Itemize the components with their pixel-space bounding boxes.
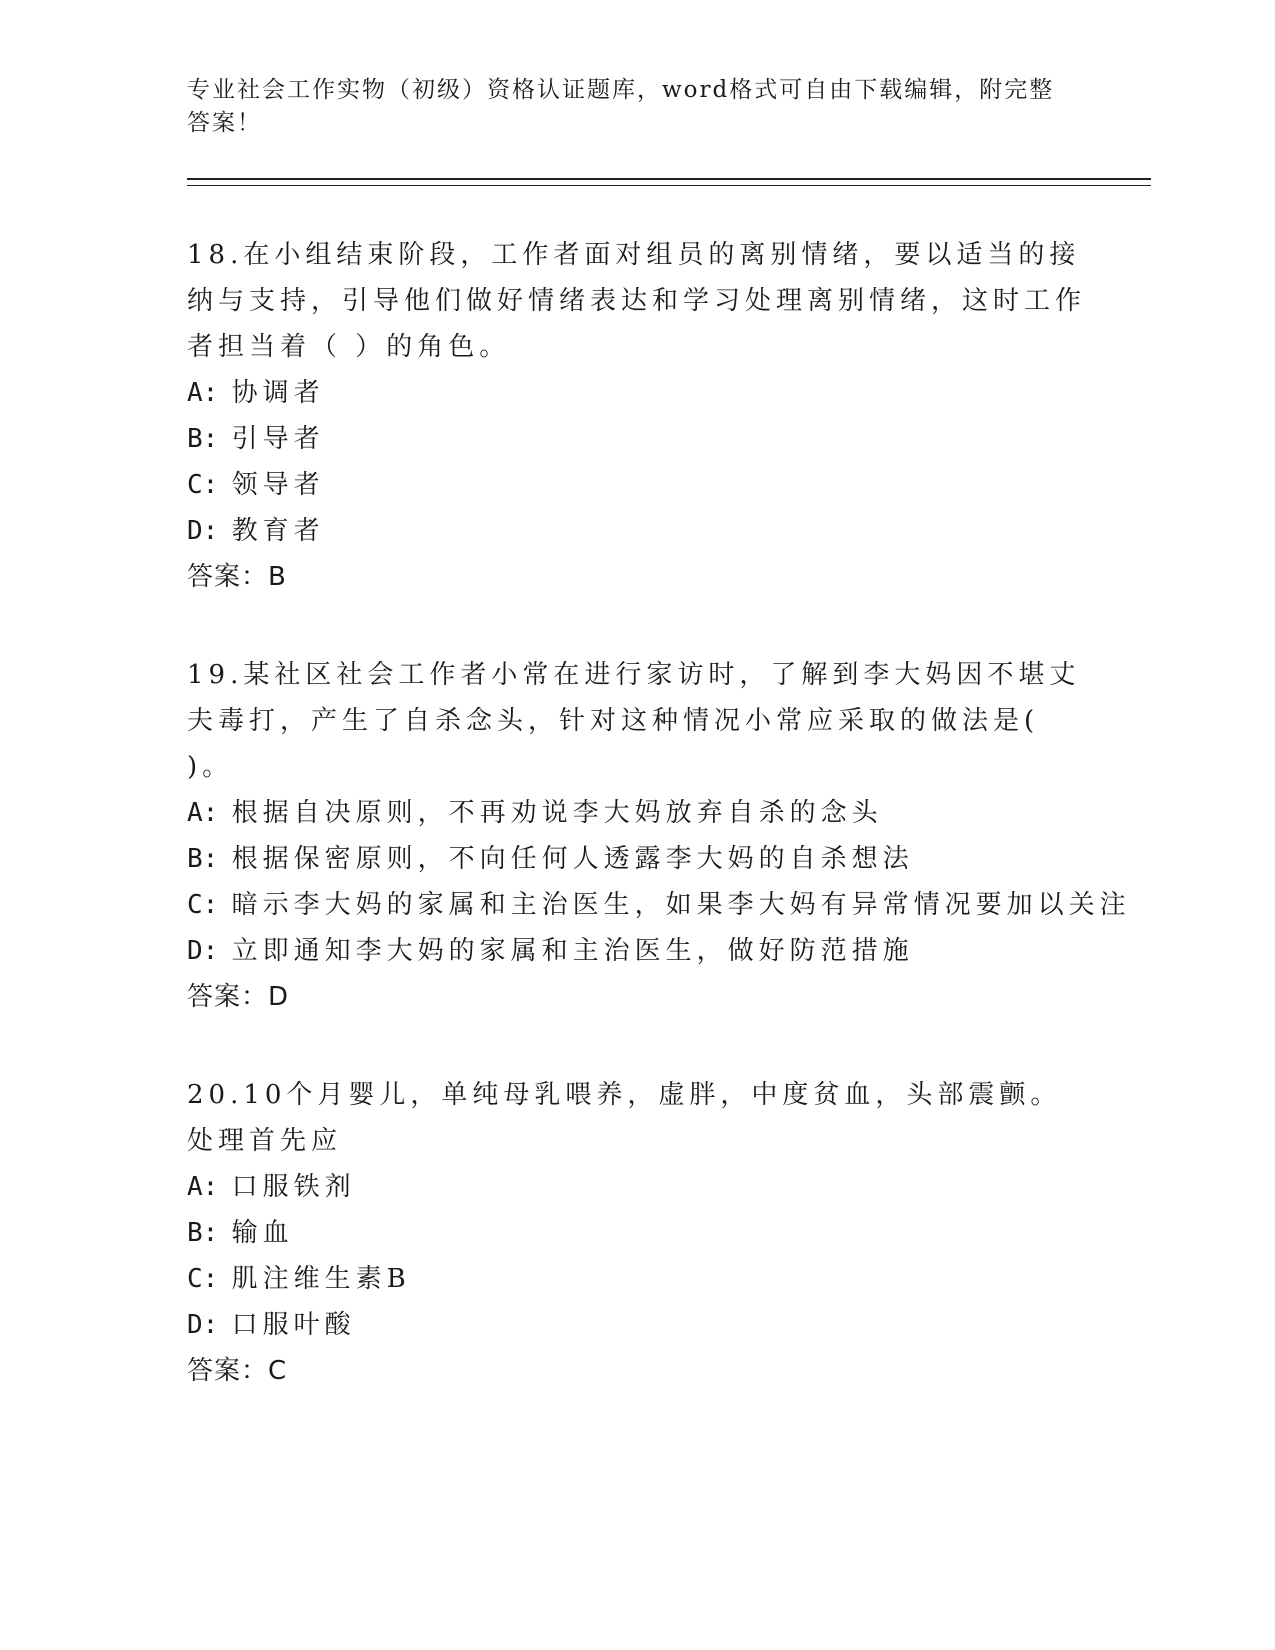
- question-list: [187, 232, 1131, 1446]
- option-c: [187, 1256, 1087, 1302]
- answer-line: 答案：D: [187, 982, 290, 1012]
- answer-line: 答案：C: [187, 1356, 288, 1386]
- option-text: 输血: [231, 1218, 294, 1248]
- option-a: [187, 790, 1087, 836]
- question-stem: 18.在小组结束阶段，工作者面对组员的离别情绪，要以适当的接纳与支持，引导他们做好情绪表达和学习处理离别情绪，这时工作者担当着（ ）的角色。: [187, 240, 1087, 362]
- option-text: 暗示李大妈的家属和主治医生，如果李大妈有异常情况要加以关注: [231, 890, 1131, 920]
- option-letter: B:: [187, 1218, 219, 1248]
- option-letter: C:: [187, 890, 219, 920]
- option-c: [187, 462, 1087, 508]
- option-text: 协调者: [231, 378, 325, 408]
- answer-line: 答案：B: [187, 562, 287, 592]
- option-text: 立即通知李大妈的家属和主治医生，做好防范措施: [231, 936, 914, 966]
- option-letter: D:: [187, 516, 219, 546]
- option-text: 引导者: [231, 424, 325, 454]
- option-letter: B:: [187, 424, 219, 454]
- option-letter: A:: [187, 798, 219, 828]
- option-letter: A:: [187, 1172, 219, 1202]
- question-item: [187, 232, 1087, 600]
- option-text: 肌注维生素B: [231, 1264, 411, 1294]
- question-stem: 20.10个月婴儿，单纯母乳喂养，虚胖，中度贫血，头部震颤。处理首先应: [187, 1080, 1062, 1156]
- header-divider: [187, 178, 1151, 186]
- option-b: [187, 836, 1087, 882]
- option-a: [187, 370, 1087, 416]
- option-text: 教育者: [231, 516, 325, 546]
- option-b: [187, 1210, 1087, 1256]
- option-letter: A:: [187, 378, 219, 408]
- option-text: 根据自决原则，不再劝说李大妈放弃自杀的念头: [231, 798, 883, 828]
- option-d: [187, 1302, 1087, 1348]
- option-c: [187, 882, 1131, 928]
- option-d: [187, 508, 1087, 554]
- question-stem: 19.某社区社会工作者小常在进行家访时，了解到李大妈因不堪丈夫毒打，产生了自杀念头，针对这种情况小常应采取的做法是( )。: [187, 660, 1081, 782]
- option-d: [187, 928, 1087, 974]
- question-item: [187, 1072, 1087, 1394]
- option-text: 领导者: [231, 470, 325, 500]
- option-b: [187, 416, 1087, 462]
- question-item: [187, 652, 1131, 1020]
- option-a: [187, 1164, 1087, 1210]
- option-letter: D:: [187, 1310, 219, 1340]
- option-text: 根据保密原则，不向任何人透露李大妈的自杀想法: [231, 844, 914, 874]
- page-header: 专业社会工作实物（初级）资格认证题库，word格式可自由下载编辑，附完整答案！: [187, 77, 1055, 136]
- option-letter: C:: [187, 1264, 219, 1294]
- option-letter: D:: [187, 936, 219, 966]
- option-letter: B:: [187, 844, 219, 874]
- option-letter: C:: [187, 470, 219, 500]
- option-text: 口服铁剂: [231, 1172, 356, 1202]
- option-text: 口服叶酸: [231, 1310, 356, 1340]
